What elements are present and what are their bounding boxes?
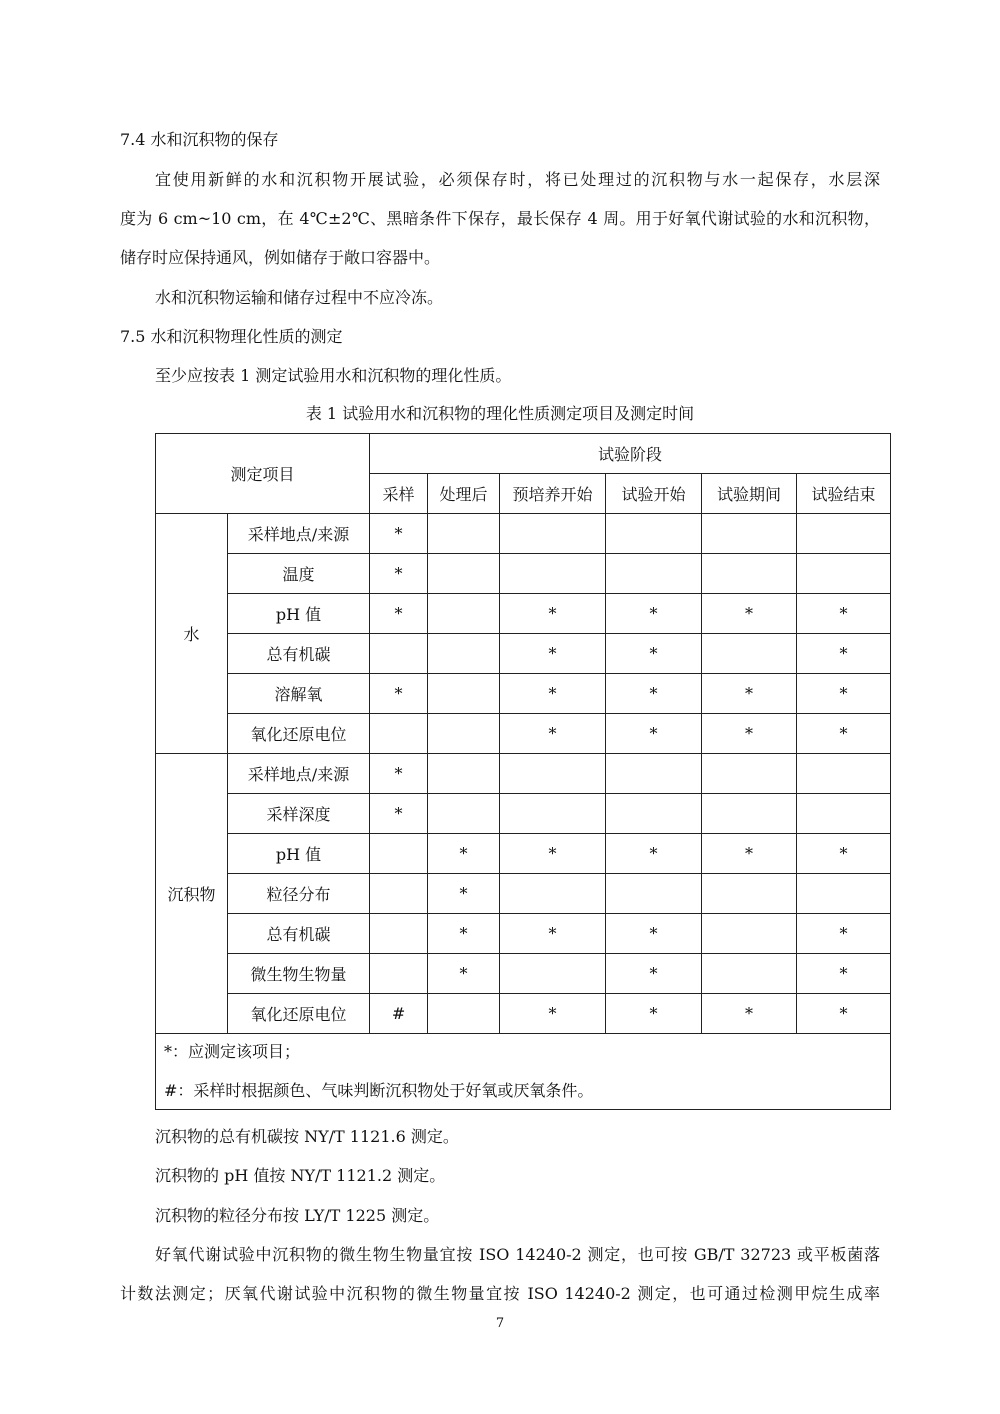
mark-cell [370,914,428,954]
item-label: 溶解氧 [228,674,370,714]
paragraph: 至少应按表 1 测定试验用水和沉积物的理化性质。 [155,366,512,385]
mark-cell: * [370,674,428,714]
mark-cell [428,714,500,754]
mark-cell [702,794,797,834]
mark-cell: # [370,994,428,1034]
mark-cell [606,754,702,794]
mark-cell [500,794,606,834]
mark-cell: * [370,514,428,554]
paragraph: 水和沉积物运输和储存过程中不应冷冻。 [155,288,444,307]
mark-cell [500,554,606,594]
paragraph-line: 储存时应保持通风，例如储存于敞口容器中。 [120,248,441,267]
physicochemical-table [155,433,891,1110]
mark-cell [797,874,891,914]
mark-cell [797,794,891,834]
table-row [156,874,891,914]
mark-cell [428,674,500,714]
item-label: 氧化还原电位 [228,714,370,754]
mark-cell [606,874,702,914]
mark-cell [606,794,702,834]
mark-cell [370,714,428,754]
table-row [156,914,891,954]
mark-cell: * [606,714,702,754]
stage-col-header: 试验结束 [797,474,891,514]
item-label: 采样地点/来源 [228,754,370,794]
mark-cell: * [500,914,606,954]
stage-col-header: 试验期间 [702,474,797,514]
paragraph-line: 度为 6 cm~10 cm，在 4℃±2℃、黑暗条件下保存，最长保存 4 周。用于好氧代谢试验的水和沉积物， [120,209,880,228]
table-note: *：应测定该项目； [164,1042,301,1061]
section-7-5-heading: 7.5 水和沉积物理化性质的测定 [120,327,343,346]
mark-cell [500,754,606,794]
mark-cell: * [797,714,891,754]
mark-cell: * [428,954,500,994]
mark-cell [797,514,891,554]
mark-cell: * [606,634,702,674]
mark-cell: * [606,674,702,714]
mark-cell [428,594,500,634]
mark-cell: * [797,954,891,994]
mark-cell: * [370,594,428,634]
mark-cell [428,634,500,674]
item-label: 采样深度 [228,794,370,834]
group-label: 沉积物 [156,754,228,1034]
item-label: pH 值 [228,834,370,874]
mark-cell: * [370,554,428,594]
item-header: 测定项目 [156,434,370,514]
mark-cell [500,954,606,994]
item-label: 总有机碳 [228,634,370,674]
mark-cell: * [797,834,891,874]
table-row [156,754,891,794]
mark-cell: * [702,714,797,754]
mark-cell: * [797,634,891,674]
item-label: 微生物生物量 [228,954,370,994]
mark-cell [797,754,891,794]
mark-cell: * [428,874,500,914]
mark-cell: * [500,594,606,634]
paragraph: 沉积物的 pH 值按 NY/T 1121.2 测定。 [155,1166,446,1185]
table-row [156,714,891,754]
stage-col-header: 采样 [370,474,428,514]
mark-cell [370,874,428,914]
paragraph: 沉积物的总有机碳按 NY/T 1121.6 测定。 [155,1127,459,1146]
mark-cell: * [370,754,428,794]
table-row [156,674,891,714]
paragraph-line: 宜使用新鲜的水和沉积物开展试验，必须保存时，将已处理过的沉积物与水一起保存，水层深 [155,170,880,189]
section-7-4-heading: 7.4 水和沉积物的保存 [120,130,279,149]
mark-cell [797,554,891,594]
mark-cell: * [606,994,702,1034]
item-label: 氧化还原电位 [228,994,370,1034]
mark-cell: * [702,594,797,634]
table-caption: 表 1 试验用水和沉积物的理化性质测定项目及测定时间 [305,404,695,423]
header-row-1 [156,434,891,474]
mark-cell: * [702,994,797,1034]
paragraph: 沉积物的粒径分布按 LY/T 1225 测定。 [155,1206,440,1225]
mark-cell [370,634,428,674]
paragraph-line: 计数法测定；厌氧代谢试验中沉积物的微生物量宜按 ISO 14240-2 测定，也可通过检测甲烷生成率 [120,1284,880,1303]
mark-cell: * [500,834,606,874]
mark-cell [702,754,797,794]
mark-cell [428,554,500,594]
mark-cell [370,834,428,874]
mark-cell [500,514,606,554]
item-label: pH 值 [228,594,370,634]
mark-cell: * [606,914,702,954]
table-row [156,554,891,594]
mark-cell: * [606,954,702,994]
mark-cell: * [370,794,428,834]
mark-cell [702,874,797,914]
mark-cell [428,514,500,554]
mark-cell: * [797,594,891,634]
table-row [156,994,891,1034]
mark-cell [428,994,500,1034]
table-row [156,954,891,994]
table-row [156,834,891,874]
mark-cell: * [428,914,500,954]
mark-cell [702,954,797,994]
table-note: #：采样时根据颜色、气味判断沉积物处于好氧或厌氧条件。 [164,1081,594,1100]
mark-cell [370,954,428,994]
item-label: 总有机碳 [228,914,370,954]
paragraph-line: 好氧代谢试验中沉积物的微生物生物量宜按 ISO 14240-2 测定，也可按 GB/T 32723 或平板菌落 [155,1245,880,1264]
mark-cell [606,554,702,594]
mark-cell: * [702,674,797,714]
stage-col-header: 预培养开始 [500,474,606,514]
mark-cell: * [500,994,606,1034]
page-number: 7 [495,1316,505,1331]
item-label: 采样地点/来源 [228,514,370,554]
mark-cell: * [428,834,500,874]
mark-cell: * [500,674,606,714]
mark-cell [500,874,606,914]
mark-cell [428,754,500,794]
table-notes [156,1034,891,1110]
table-row [156,514,891,554]
item-label: 粒径分布 [228,874,370,914]
mark-cell [702,634,797,674]
group-label: 水 [156,514,228,754]
mark-cell [606,514,702,554]
mark-cell: * [797,914,891,954]
mark-cell: * [500,714,606,754]
mark-cell: * [797,674,891,714]
mark-cell: * [606,834,702,874]
mark-cell [702,554,797,594]
mark-cell: * [797,994,891,1034]
stage-col-header: 试验开始 [606,474,702,514]
mark-cell [428,794,500,834]
table-row [156,634,891,674]
mark-cell: * [702,834,797,874]
item-label: 温度 [228,554,370,594]
mark-cell: * [500,634,606,674]
mark-cell [702,914,797,954]
mark-cell [702,514,797,554]
mark-cell: * [606,594,702,634]
table-row [156,594,891,634]
stage-header: 试验阶段 [370,434,891,474]
table-row [156,794,891,834]
notes-row [156,1034,891,1110]
stage-col-header: 处理后 [428,474,500,514]
